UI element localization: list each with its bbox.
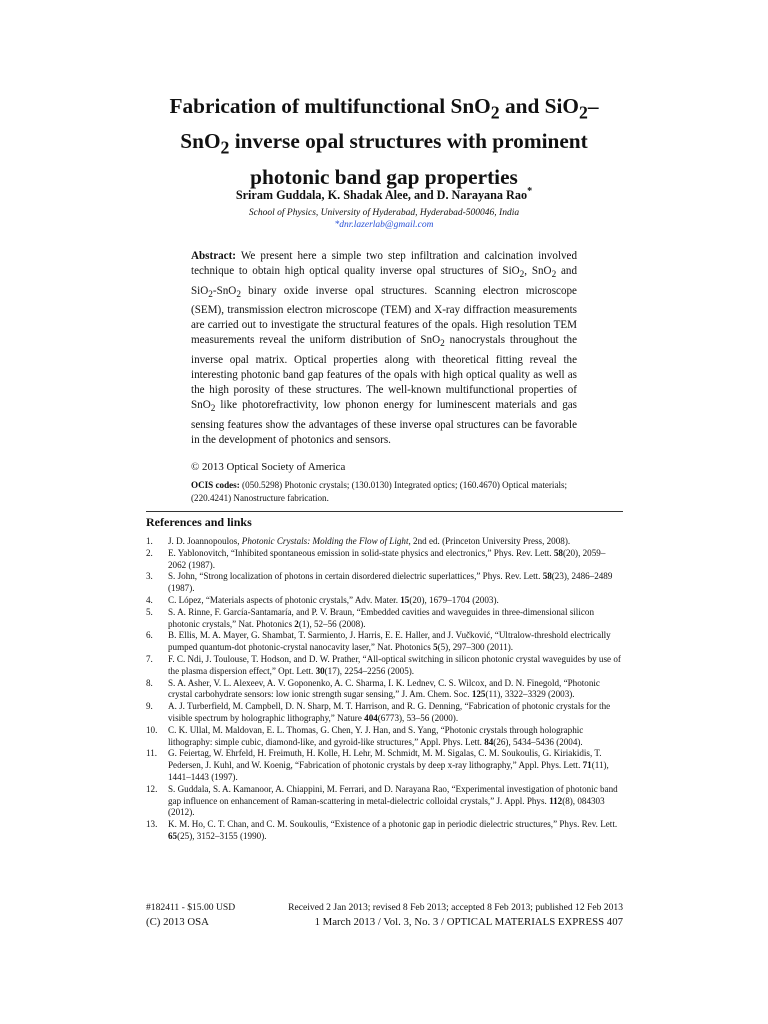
- reference-text: K. M. Ho, C. T. Chan, and C. M. Soukoulis, “Existence of a photonic gap in periodic dielectric structures,” Phys. Rev. Lett. 65(25), 3152–3155 (1990).: [168, 819, 618, 841]
- reference-text: S. Guddala, S. A. Kamanoor, A. Chiappini, M. Ferrari, and D. Narayana Rao, “Experimental investigation of photonic band gap influence on enhancement of Raman-scattering in metal-dielectric colloidal crystals,” J. Appl. Phys. 112(8), 084303 (2012).: [168, 783, 618, 818]
- reference-number: 7.: [146, 653, 153, 664]
- reference-text: F. C. Ndi, J. Toulouse, T. Hodson, and D. W. Prather, “All-optical switching in silicon photonic crystal waveguides by use of the plasma dispersion effect,” Opt. Lett. 30(17), 2254–2256 (2005).: [168, 653, 621, 676]
- reference-text: A. J. Turberfield, M. Campbell, D. N. Sharp, M. T. Harrison, and R. G. Denning, “Fabrication of photonic crystals for the visible spectrum by holographic lithography,” Nature 404(6773), 53–56 (2000).: [168, 701, 611, 723]
- reference-text: G. Feiertag, W. Ehrfeld, H. Freimuth, H. Kolle, H. Lehr, M. Schmidt, M. M. Sigalas, C. M. Soukoulis, G. Kiriakidis, T. Pedersen, J. Kuhl, and W. Koenig, “Fabrication of photonic crystals by deep x-ray lithography,” Appl. Phys. Lett. 71(11), 1441–1443 (1997).: [168, 748, 609, 782]
- abstract: [191, 249, 577, 448]
- reference-number: 2.: [146, 547, 153, 558]
- reference-number: 13.: [146, 819, 158, 830]
- ocis-codes: [191, 479, 583, 504]
- author-list: Sriram Guddala, K. Shadak Alee, and D. Narayana Rao*: [235, 186, 533, 203]
- ocis-text: (050.5298) Photonic crystals; (130.0130) Integrated optics; (160.4670) Optical materials; (220.4241) Nanostructure fabrication.: [191, 480, 568, 503]
- reference-number: 11.: [146, 748, 158, 759]
- reference-text: B. Ellis, M. A. Mayer, G. Shambat, T. Sarmiento, J. Harris, E. E. Haller, and J. Vučković, “Ultralow-threshold electrically pumped quantum-dot photonic-crystal nanocavity laser,” Nat. Photonics 5(5), 297–300 (2011).: [168, 630, 611, 653]
- reference-item: [146, 607, 623, 631]
- reference-item: [146, 595, 623, 607]
- reference-number: 12.: [146, 783, 158, 794]
- reference-item: [146, 678, 623, 702]
- reference-list: [146, 536, 623, 843]
- reference-item: [146, 548, 623, 572]
- abstract-text: We present here a simple two step infiltration and calcination involved technique to obtain high optical quality inverse opal structures of SiO$_2$, SnO$_2$ and SiO$_2$-SnO$_2$ binary oxide inverse opal structures. Scanning electron microscope (SEM), transmission electron microscope (TEM) and X-ray diffraction measurements are carried out to investigate the structural features of the opals. High resolution TEM measurements reveal the uniform distribution of SnO$_2$ nanocrystals throughout the inverse opal matrix. Optical properties along with theoretical fitting reveal the interesting photonic band gap features of the opals with high optical quality as well as the high porosity of these structures. The well-known multifunctional properties of SnO$_2$ like photorefractivity, low phonon energy for luminescent materials and gas sensing features show the advantages of these inverse opal structures can be favorable in the development of photonics and sensors.: [191, 250, 577, 447]
- reference-item: [146, 654, 623, 678]
- footer-copyright: (C) 2013 OSA: [146, 916, 209, 928]
- reference-item: [146, 630, 623, 654]
- reference-number: 9.: [146, 701, 153, 712]
- footer-line-1: [146, 902, 623, 913]
- reference-number: 3.: [146, 571, 153, 582]
- reference-item: [146, 819, 623, 843]
- paper-title: Fabrication of multifunctional SnO$_2$ and SiO$_2$–SnO$_2$ inverse opal structures with prominent photonic band gap properties: [169, 94, 599, 189]
- reference-number: 8.: [146, 677, 153, 688]
- reference-text: C. López, “Materials aspects of photonic crystals,” Adv. Mater. 15(20), 1679–1704 (2003).: [168, 594, 499, 605]
- reference-text: C. K. Ullal, M. Maldovan, E. L. Thomas, G. Chen, Y. J. Han, and S. Yang, “Photonic crystals through holographic lithography: simple cubic, diamond-like, and gyroid-like structures,” Appl. Phys. Lett. 84(26), 5434–5436 (2004).: [168, 724, 584, 747]
- reference-text: E. Yablonovitch, “Inhibited spontaneous emission in solid-state physics and electronics,” Phys. Rev. Lett. 58(20), 2059–2062 (1987).: [168, 547, 606, 570]
- affiliation: School of Physics, University of Hyderabad, Hyderabad-500046, India: [248, 208, 520, 218]
- reference-item: [146, 784, 623, 819]
- article-price: #182411 - $15.00 USD: [146, 902, 236, 913]
- reference-text: S. John, “Strong localization of photons in certain disordered dielectric superlattices,” Phys. Rev. Lett. 58(23), 2486–2489 (1987).: [168, 571, 613, 594]
- publication-history: Received 2 Jan 2013; revised 8 Feb 2013; accepted 8 Feb 2013; published 12 Feb 2013: [288, 902, 623, 913]
- reference-text: J. D. Joannopoulos, Photonic Crystals: Molding the Flow of Light, 2nd ed. (Princeton University Press, 2008).: [168, 536, 571, 546]
- reference-number: 6.: [146, 630, 153, 641]
- journal-citation: 1 March 2013 / Vol. 3, No. 3 / OPTICAL MATERIALS EXPRESS 407: [314, 916, 623, 928]
- reference-number: 10.: [146, 724, 158, 735]
- reference-number: 5.: [146, 606, 153, 617]
- references-heading: References and links: [146, 515, 252, 529]
- reference-item: [146, 701, 623, 725]
- reference-text: S. A. Rinne, F. García-Santamaría, and P. V. Braun, “Embedded cavities and waveguides in three-dimensional silicon photonic crystals,” Nat. Photonics 2(1), 52–56 (2008).: [168, 606, 594, 629]
- reference-item: [146, 571, 623, 595]
- footer-line-2: [146, 916, 623, 928]
- section-divider: [146, 511, 623, 512]
- reference-number: 1.: [146, 536, 153, 546]
- reference-item: [146, 748, 623, 783]
- reference-number: 4.: [146, 594, 153, 605]
- corresponding-email-link[interactable]: *dnr.lazerlab@gmail.com: [334, 220, 434, 230]
- copyright-notice: © 2013 Optical Society of America: [191, 461, 346, 473]
- reference-item: [146, 725, 623, 749]
- reference-item: [146, 536, 623, 548]
- reference-text: S. A. Asher, V. L. Alexeev, A. V. Goponenko, A. C. Sharma, I. K. Lednev, C. S. Wilcox, and D. N. Finegold, “Photonic crystal carbohydrate sensors: low ionic strength sugar sensing,” J. Am. Chem. Soc. 125(11), 3322–3329 (2003).: [168, 677, 600, 700]
- ocis-label: OCIS codes:: [191, 480, 240, 490]
- abstract-label: Abstract:: [191, 250, 236, 262]
